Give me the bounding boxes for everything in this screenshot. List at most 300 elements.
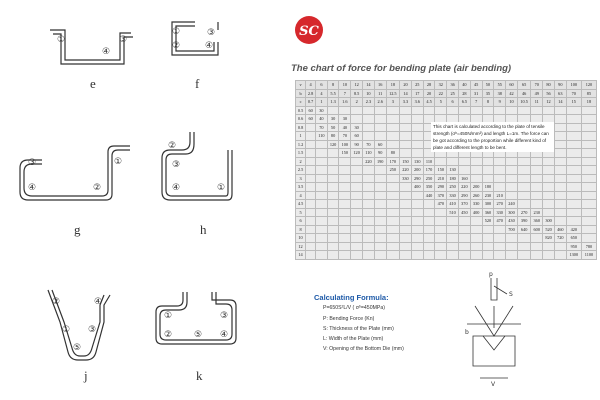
table-cell	[458, 157, 470, 166]
table-cell: 18	[386, 81, 399, 90]
table-cell	[554, 132, 566, 141]
table-cell: 470	[435, 200, 447, 209]
table-cell	[531, 157, 543, 166]
table-cell	[506, 174, 518, 183]
table-cell	[554, 166, 566, 175]
table-cell	[423, 217, 435, 226]
table-cell	[581, 225, 596, 234]
table-cell	[470, 217, 482, 226]
table-cell: 300	[482, 200, 494, 209]
table-cell	[316, 208, 328, 217]
row-key: 6	[296, 217, 306, 226]
table-cell	[494, 242, 506, 251]
table-cell	[482, 174, 494, 183]
table-cell	[411, 115, 423, 124]
table-cell	[306, 149, 316, 158]
row-key: 4	[296, 191, 306, 200]
table-cell	[306, 200, 316, 209]
table-cell: 55	[494, 81, 506, 90]
table-cell	[581, 183, 596, 192]
table-cell: 6	[316, 81, 328, 90]
formula-line-1: P=650S²L/V ( σᵇ=450MPa)	[323, 305, 385, 311]
table-cell	[470, 106, 482, 115]
table-cell: 80	[327, 132, 339, 141]
table-cell	[543, 191, 555, 200]
diagram-label-s: S	[509, 291, 513, 298]
table-cell	[494, 174, 506, 183]
table-cell: 650	[566, 234, 581, 243]
row-key: 10	[296, 234, 306, 243]
row-key: 3.5	[296, 183, 306, 192]
table-cell	[411, 217, 423, 226]
table-cell	[566, 149, 581, 158]
table-cell	[506, 106, 518, 115]
table-cell: 1300	[566, 251, 581, 260]
svg-text:SC: SC	[299, 24, 319, 39]
table-cell: 430	[506, 217, 518, 226]
table-cell: 8	[482, 98, 494, 107]
table-cell	[506, 191, 518, 200]
table-cell	[386, 115, 399, 124]
table-cell	[543, 208, 555, 217]
table-note: This chart is calculated according to the plate of tensile strength (σᵇ=450N/mm²) and length L=1m. The force can be got according to the proportion while different kind of plate and different length to be bent.	[431, 122, 554, 152]
diagram-label-v: V	[491, 381, 496, 388]
table-cell	[351, 251, 363, 260]
table-cell	[581, 234, 596, 243]
table-cell	[494, 251, 506, 260]
table-cell	[327, 208, 339, 217]
table-cell: 30	[339, 115, 351, 124]
row-key: c	[296, 98, 306, 107]
table-cell: 520	[482, 217, 494, 226]
table-cell	[351, 242, 363, 251]
table-cell	[494, 106, 506, 115]
table-cell	[327, 234, 339, 243]
table-cell: 46	[517, 89, 530, 98]
table-cell	[316, 225, 328, 234]
table-cell	[566, 200, 581, 209]
table-cell: 30	[316, 106, 328, 115]
table-cell	[482, 166, 494, 175]
table-cell	[435, 242, 447, 251]
table-cell	[363, 208, 375, 217]
table-cell: 130	[447, 166, 459, 175]
table-cell	[411, 132, 423, 141]
marker-k-4: ⑤	[194, 330, 203, 340]
row-key: 0.6	[296, 115, 306, 124]
table-cell	[316, 183, 328, 192]
table-cell	[581, 208, 596, 217]
table-cell: 49	[531, 89, 543, 98]
table-cell: 10.5	[517, 98, 530, 107]
table-cell	[506, 183, 518, 192]
diagram-label-p: p	[489, 271, 493, 278]
table-cell: 250	[386, 166, 399, 175]
row-key: 1	[296, 132, 306, 141]
table-cell: 11	[374, 89, 386, 98]
table-cell	[351, 115, 363, 124]
table-cell	[339, 242, 351, 251]
table-cell: 330	[494, 208, 506, 217]
table-cell	[306, 251, 316, 260]
table-cell: 5.5	[327, 89, 339, 98]
table-row	[296, 166, 597, 175]
table-cell	[374, 251, 386, 260]
table-cell	[351, 200, 363, 209]
table-cell	[494, 157, 506, 166]
table-cell: 110	[316, 132, 328, 141]
table-cell	[482, 242, 494, 251]
table-cell	[435, 217, 447, 226]
table-cell: 120	[351, 149, 363, 158]
table-cell	[351, 157, 363, 166]
table-cell	[316, 149, 328, 158]
table-cell	[447, 157, 459, 166]
table-cell	[351, 166, 363, 175]
force-chart-panel	[283, 0, 600, 400]
table-cell	[374, 123, 386, 132]
row-key: 1.2	[296, 140, 306, 149]
table-cell: 10	[506, 98, 518, 107]
table-cell	[363, 191, 375, 200]
table-cell	[554, 183, 566, 192]
bending-profiles-panel	[0, 0, 290, 400]
table-cell	[543, 174, 555, 183]
table-cell: 38	[494, 89, 506, 98]
table-cell: 80	[386, 149, 399, 158]
table-cell	[531, 242, 543, 251]
table-cell	[306, 123, 316, 132]
table-cell: 6.5	[458, 98, 470, 107]
table-cell	[581, 217, 596, 226]
table-cell	[306, 191, 316, 200]
table-row	[296, 106, 597, 115]
table-cell	[543, 242, 555, 251]
table-cell: 10	[363, 89, 375, 98]
marker-f-4: ①	[172, 27, 181, 37]
table-cell	[363, 225, 375, 234]
table-cell	[386, 225, 399, 234]
table-cell	[470, 234, 482, 243]
table-cell: 35	[482, 89, 494, 98]
table-cell	[435, 251, 447, 260]
table-cell	[400, 123, 412, 132]
table-cell: 63	[554, 89, 566, 98]
table-cell	[482, 251, 494, 260]
table-cell	[306, 140, 316, 149]
table-cell: 6	[447, 98, 459, 107]
table-cell	[458, 225, 470, 234]
table-cell: 300	[506, 208, 518, 217]
table-cell	[554, 174, 566, 183]
table-cell	[581, 157, 596, 166]
table-cell	[339, 234, 351, 243]
table-cell	[581, 200, 596, 209]
table-cell	[316, 140, 328, 149]
marker-h-1: ②	[168, 141, 177, 151]
table-cell	[306, 208, 316, 217]
table-cell: 25	[411, 81, 423, 90]
table-cell: 1100	[581, 251, 596, 260]
table-cell: 90	[374, 149, 386, 158]
table-cell	[423, 242, 435, 251]
table-cell	[543, 157, 555, 166]
table-cell: 16	[374, 81, 386, 90]
table-cell	[470, 251, 482, 260]
table-cell: 3.6	[411, 98, 423, 107]
table-cell: 220	[363, 157, 375, 166]
table-cell	[566, 166, 581, 175]
table-cell: 70	[531, 81, 543, 90]
table-cell: 8.5	[351, 89, 363, 98]
table-cell	[506, 166, 518, 175]
marker-j-2: ④	[94, 297, 103, 307]
table-cell	[339, 174, 351, 183]
table-cell	[363, 132, 375, 141]
table-cell: 20	[423, 89, 435, 98]
table-cell	[327, 174, 339, 183]
table-cell	[363, 200, 375, 209]
table-cell	[374, 115, 386, 124]
table-row	[296, 225, 597, 234]
table-cell	[447, 217, 459, 226]
marker-h-3: ④	[172, 183, 181, 193]
table-cell	[400, 183, 412, 192]
table-cell: 400	[411, 183, 423, 192]
table-cell	[531, 234, 543, 243]
row-key: 2	[296, 157, 306, 166]
table-cell: 17	[411, 89, 423, 98]
table-cell	[339, 208, 351, 217]
table-cell	[339, 217, 351, 226]
table-cell	[386, 140, 399, 149]
table-cell	[447, 234, 459, 243]
chart-title: The chart of force for bending plate (air bending)	[291, 63, 512, 74]
table-cell	[306, 217, 316, 226]
table-cell	[543, 183, 555, 192]
table-cell: 28	[458, 89, 470, 98]
table-cell	[327, 242, 339, 251]
table-cell	[374, 208, 386, 217]
table-cell	[554, 242, 566, 251]
table-cell	[400, 225, 412, 234]
table-cell: 290	[458, 191, 470, 200]
table-cell: 510	[447, 208, 459, 217]
table-cell	[316, 242, 328, 251]
table-cell: 18	[581, 98, 596, 107]
table-cell	[327, 166, 339, 175]
table-cell	[494, 225, 506, 234]
table-cell: 70	[363, 140, 375, 149]
table-cell: 9	[494, 98, 506, 107]
table-cell	[374, 132, 386, 141]
row-key: 4.5	[296, 200, 306, 209]
table-cell	[339, 191, 351, 200]
table-cell: 120	[327, 140, 339, 149]
table-cell: 80	[543, 81, 555, 90]
table-cell: 36	[447, 81, 459, 90]
table-cell	[517, 166, 530, 175]
table-cell: 7	[339, 89, 351, 98]
marker-f-2: ②	[172, 41, 181, 51]
table-cell	[531, 251, 543, 260]
table-cell	[400, 132, 412, 141]
table-cell	[482, 157, 494, 166]
table-cell: 50	[482, 81, 494, 90]
profile-label-g: g	[74, 222, 81, 237]
table-cell: 410	[447, 200, 459, 209]
table-cell: 45	[470, 81, 482, 90]
table-cell	[581, 132, 596, 141]
table-cell	[400, 234, 412, 243]
table-cell: 440	[423, 191, 435, 200]
table-cell: 370	[458, 200, 470, 209]
table-cell	[581, 106, 596, 115]
table-cell	[400, 115, 412, 124]
row-key: b	[296, 89, 306, 98]
table-cell	[316, 200, 328, 209]
table-cell: 4.5	[423, 98, 435, 107]
table-cell	[435, 208, 447, 217]
table-cell	[374, 225, 386, 234]
table-cell: 3	[386, 98, 399, 107]
table-cell	[470, 225, 482, 234]
table-cell	[554, 208, 566, 217]
table-cell	[458, 106, 470, 115]
table-cell	[517, 191, 530, 200]
marker-j-3: ①	[62, 325, 71, 335]
table-cell: 31	[470, 89, 482, 98]
table-cell	[554, 217, 566, 226]
company-logo	[293, 14, 325, 46]
table-row	[296, 174, 597, 183]
table-header-row	[296, 81, 597, 90]
force-table	[295, 80, 597, 260]
table-cell	[363, 106, 375, 115]
table-cell: 780	[581, 242, 596, 251]
table-cell	[327, 106, 339, 115]
table-cell	[374, 217, 386, 226]
table-cell	[351, 217, 363, 226]
marker-h-4: ①	[217, 183, 226, 193]
table-cell: 30	[351, 123, 363, 132]
table-cell: 10	[339, 81, 351, 90]
table-cell	[458, 217, 470, 226]
table-cell: 85	[581, 89, 596, 98]
table-cell	[327, 200, 339, 209]
table-cell	[339, 225, 351, 234]
table-cell: 150	[435, 166, 447, 175]
table-cell	[531, 183, 543, 192]
table-row	[296, 200, 597, 209]
table-cell: 520	[543, 225, 555, 234]
table-cell: 100	[566, 81, 581, 90]
bending-diagram	[445, 266, 555, 396]
table-cell	[531, 106, 543, 115]
table-cell: 12.5	[386, 89, 399, 98]
table-cell	[374, 166, 386, 175]
table-cell: 5	[435, 98, 447, 107]
table-cell: 15	[566, 98, 581, 107]
table-cell	[306, 132, 316, 141]
table-cell	[517, 157, 530, 166]
table-cell	[363, 166, 375, 175]
row-key: 12	[296, 242, 306, 251]
row-key: v	[296, 81, 306, 90]
table-cell: 170	[386, 157, 399, 166]
table-cell: 290	[435, 183, 447, 192]
table-cell	[386, 217, 399, 226]
marker-h-2: ③	[172, 160, 181, 170]
table-cell: 32	[435, 81, 447, 90]
table-row	[296, 242, 597, 251]
table-cell: 330	[470, 200, 482, 209]
table-cell	[566, 132, 581, 141]
table-cell	[339, 106, 351, 115]
table-cell: 110	[363, 149, 375, 158]
table-cell	[517, 183, 530, 192]
table-cell: 350	[423, 183, 435, 192]
table-row	[296, 191, 597, 200]
table-cell	[470, 166, 482, 175]
table-cell	[435, 234, 447, 243]
marker-f-1: ③	[207, 28, 216, 38]
table-cell: 70	[316, 123, 328, 132]
table-cell	[400, 217, 412, 226]
table-cell	[581, 149, 596, 158]
table-cell: 56	[543, 89, 555, 98]
table-cell: 42	[506, 89, 518, 98]
table-cell	[327, 157, 339, 166]
table-cell	[482, 106, 494, 115]
table-cell: 180	[482, 183, 494, 192]
table-cell	[411, 234, 423, 243]
row-key: 14	[296, 251, 306, 260]
table-cell	[423, 234, 435, 243]
table-cell	[494, 166, 506, 175]
table-cell	[554, 106, 566, 115]
table-cell	[566, 174, 581, 183]
table-cell: 390	[517, 217, 530, 226]
row-key: 1.5	[296, 149, 306, 158]
table-cell	[374, 234, 386, 243]
table-cell	[351, 106, 363, 115]
table-cell	[400, 149, 412, 158]
table-cell: 720	[554, 234, 566, 243]
table-cell: 60	[306, 106, 316, 115]
table-cell: 700	[506, 225, 518, 234]
diagram-label-b: b	[465, 329, 469, 336]
table-cell: 120	[581, 81, 596, 90]
table-cell	[400, 208, 412, 217]
table-cell	[543, 200, 555, 209]
table-cell	[411, 242, 423, 251]
row-key: 0.5	[296, 106, 306, 115]
table-cell	[531, 200, 543, 209]
table-cell	[543, 166, 555, 175]
table-cell	[447, 242, 459, 251]
table-cell	[566, 123, 581, 132]
table-cell	[316, 166, 328, 175]
table-cell: 300	[543, 217, 555, 226]
table-cell: 90	[554, 81, 566, 90]
table-cell	[543, 251, 555, 260]
table-cell	[554, 115, 566, 124]
table-cell: 270	[517, 208, 530, 217]
table-cell	[351, 225, 363, 234]
marker-e-3: ④	[102, 47, 111, 57]
table-cell: 8	[327, 81, 339, 90]
